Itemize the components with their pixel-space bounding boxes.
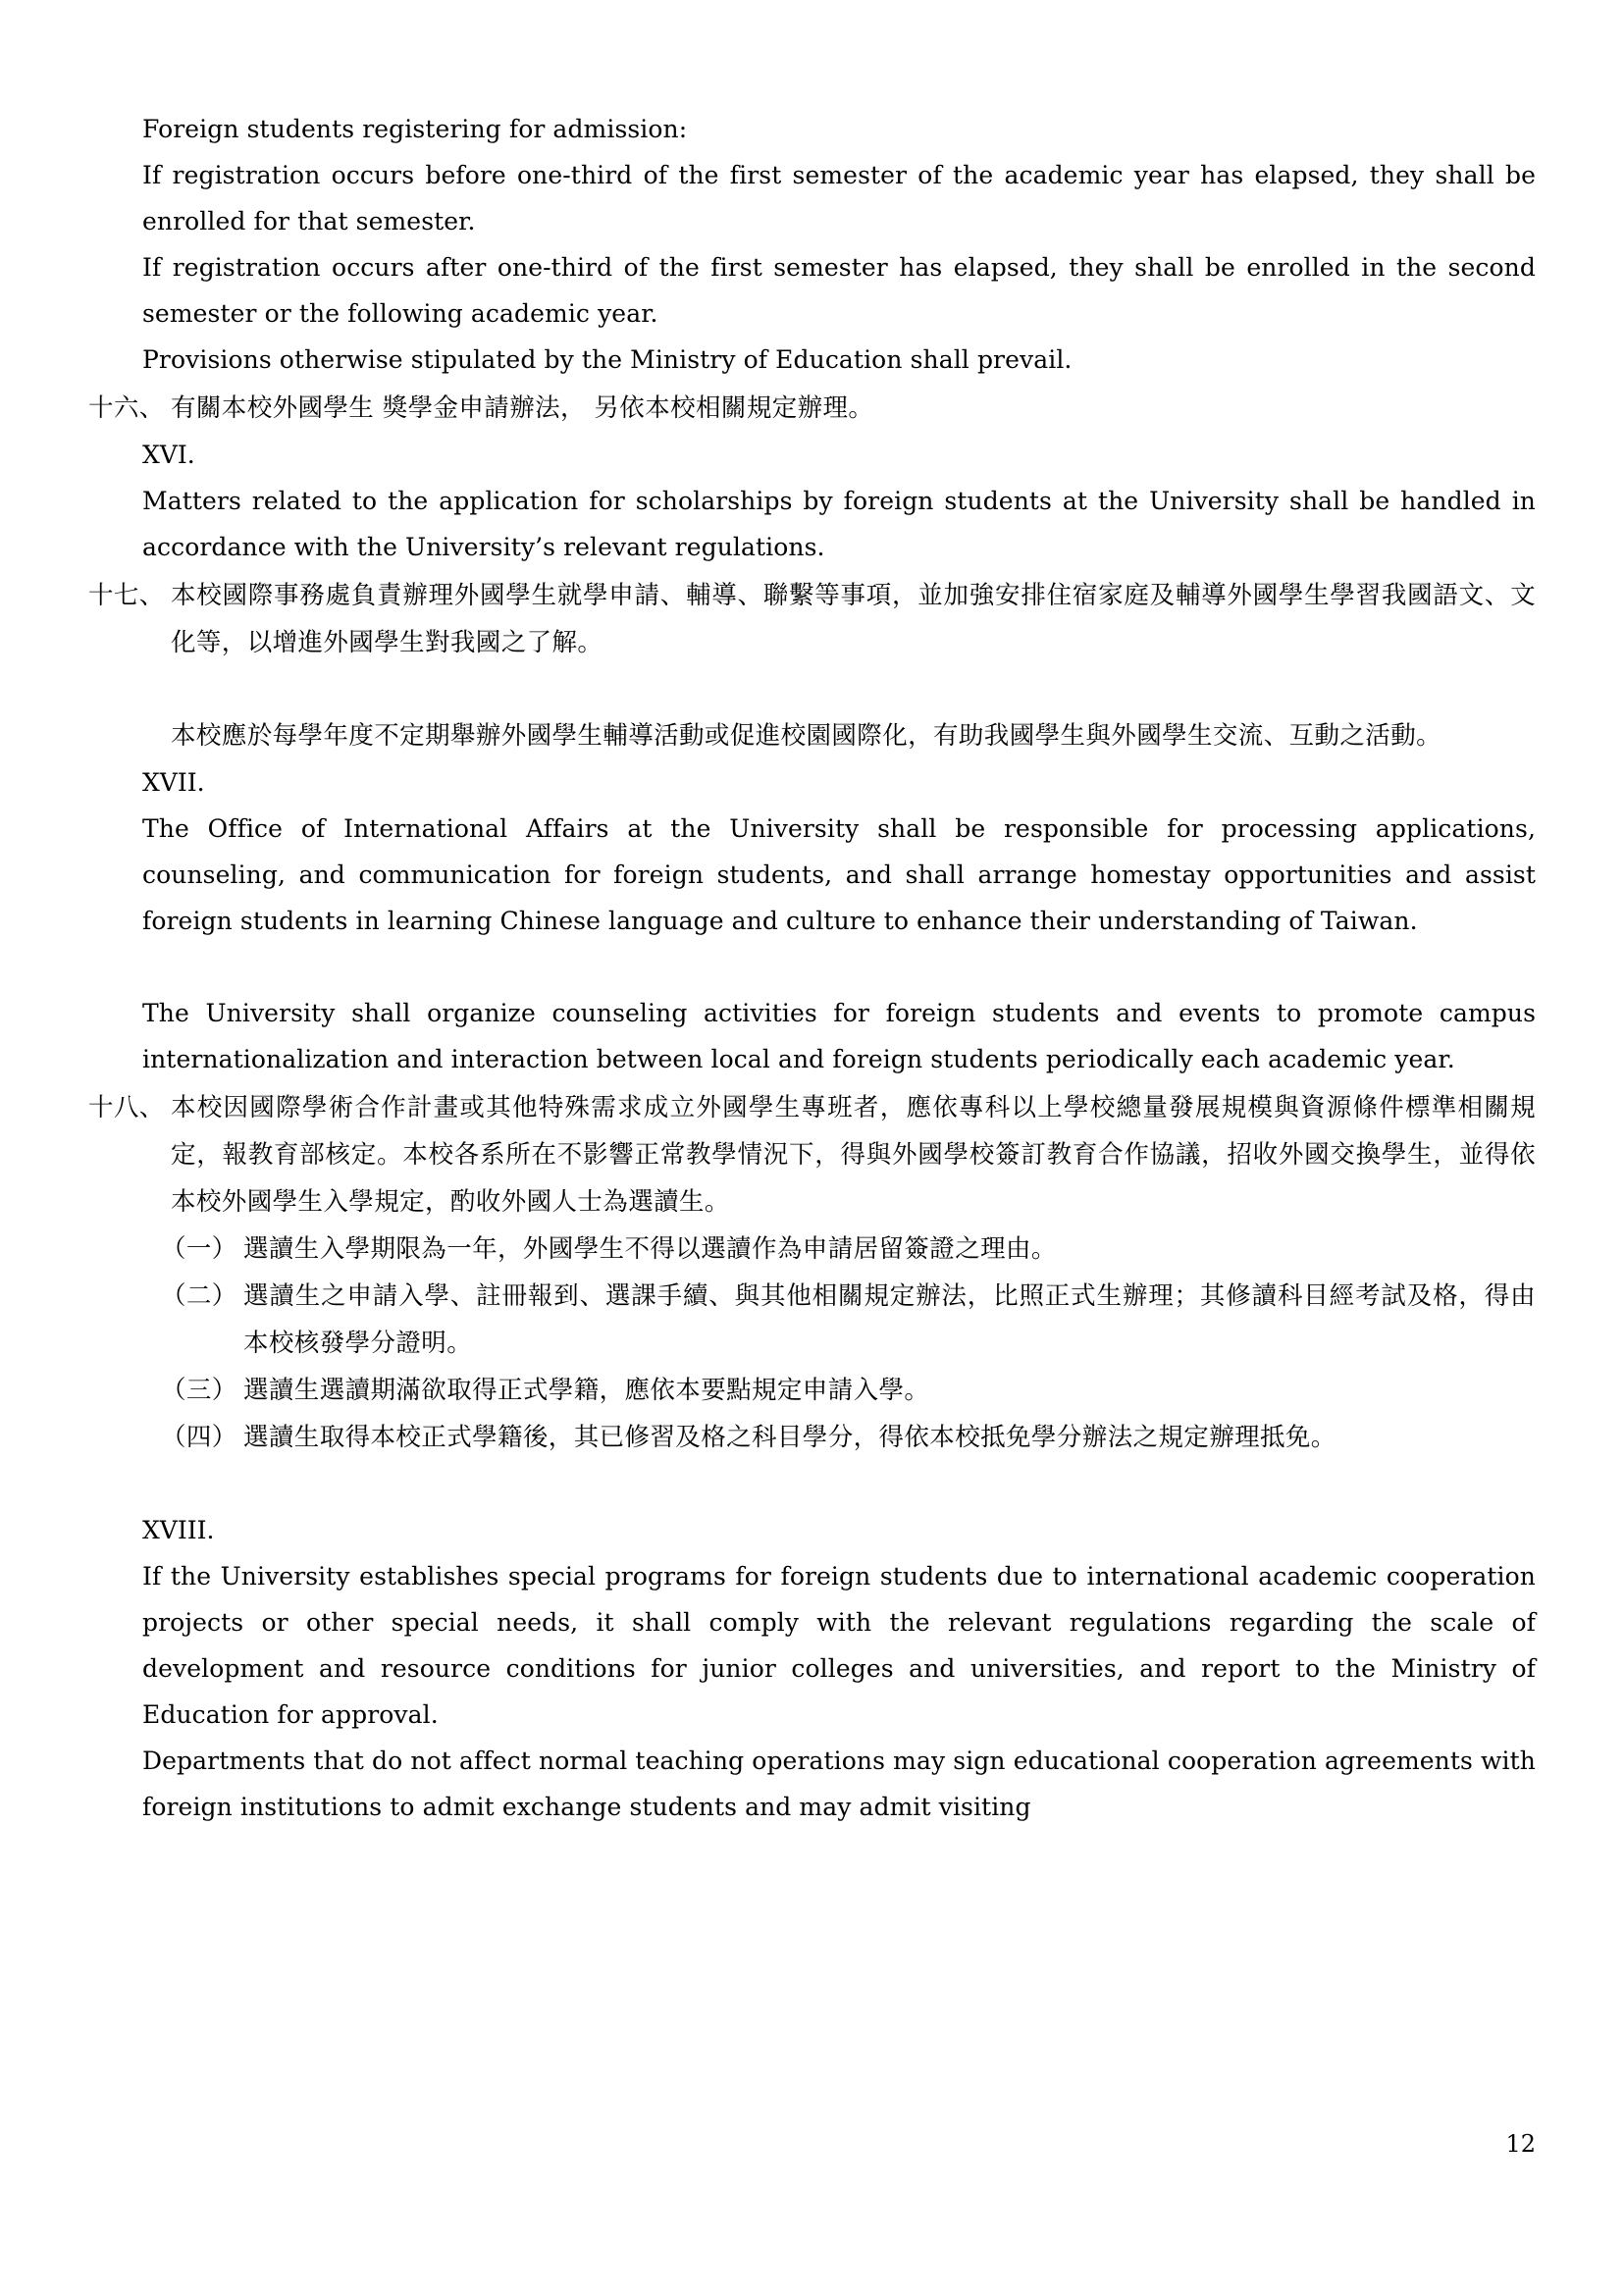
article-17-marker: 十七、 [88,581,165,610]
article-18-roman-numeral: XVIII. [142,1516,215,1544]
article-16-body [171,385,1536,432]
article-18-subitem-4-text: 選讀生取得本校正式學籍後，其已修習及格之科目學分，得依本校抵免學分辦法之規定辦理抵免。 [243,1423,1336,1452]
article-18-subitem-2-body [243,1273,1536,1367]
article-18-subitem-3-body [243,1367,1536,1414]
article-17-english-block [142,759,1536,1082]
article-18-subitem-2-marker: （二） [161,1281,237,1311]
article-18-subitem-2-text: 選讀生之申請入學、註冊報到、選課手續、與其他相關規定辦法，比照正式生辦理；其修讀科目經考試及格，得由本校核發學分證明。 [243,1281,1536,1358]
article-18-subitem-2 [161,1273,1536,1367]
intro-line-2: If registration occurs before one-third of the first semester of the academic year has elapsed, they shall be enrolled for that semester. [142,161,1536,235]
article-18-subitem-3 [161,1367,1536,1414]
article-18-subitem-4 [161,1414,1536,1461]
article-18-subitem-1-marker: （一） [161,1234,237,1264]
article-16-marker: 十六、 [88,393,165,423]
article-18-subitem-1-body [243,1226,1536,1273]
article-18-subitem-3-marker: （三） [161,1376,237,1405]
article-16-english: Matters related to the application for scholarships by foreign students at the University shall be handled in accordance with the University’s relevant regulations. [142,487,1536,561]
intro-english-block [142,106,1536,383]
article-18-english-paragraph-2: Departments that do not affect normal teaching operations may sign educational cooperation agreements with foreign institutions to admit exchange students and may admit visiting [142,1747,1536,1821]
article-18-english-paragraph-1: If the University establishes special programs for foreign students due to international academic cooperation projects or other special needs, it shall comply with the relevant regulations regarding the scale of development and resource conditions for junior colleges and universities, and report to the Ministry of Education for approval. [142,1562,1536,1729]
article-16-chinese: 有關本校外國學生 獎學金申請辦法， 另依本校相關規定辦理。 [171,393,874,423]
article-17-body [171,572,1536,759]
article-17-english-paragraph-2: The University shall organize counseling activities for foreign students and events to promote campus internationalization and interaction between local and foreign students periodically each academic year. [142,999,1536,1073]
article-18-body [171,1084,1536,1226]
article-18 [88,1084,1536,1226]
intro-line-3: If registration occurs after one-third of the first semester has elapsed, they shall be enrolled in the second semester or the following academic year. [142,253,1536,328]
intro-line-4: Provisions otherwise stipulated by the Ministry of Education shall prevail. [142,345,1073,374]
article-18-spacer [88,1461,1536,1507]
article-18-subitem-1-text: 選讀生入學期限為一年，外國學生不得以選讀作為申請居留簽證之理由。 [243,1234,1057,1264]
article-17-english-paragraph-1: The Office of International Affairs at the University shall be responsible for processing applications, counseling, and communication for foreign students, and shall arrange homestay opportunities and assist foreign students in learning Chinese language and culture to enhance their understanding of Taiwan. [142,814,1536,935]
article-17-spacer [171,666,1536,712]
article-16-english-block [142,432,1536,570]
article-16 [88,385,1536,432]
article-17-english-spacer [142,944,1536,990]
article-18-subitem-3-text: 選讀生選讀期滿欲取得正式學籍，應依本要點規定申請入學。 [243,1376,930,1405]
article-17-chinese-paragraph-2: 本校應於每學年度不定期舉辦外國學生輔導活動或促進校園國際化，有助我國學生與外國學生交流、互動之活動。 [171,721,1442,751]
article-18-marker: 十八、 [88,1093,165,1122]
article-17 [88,572,1536,759]
article-18-english-block [142,1507,1536,1830]
article-17-chinese-paragraph-1: 本校國際事務處負責辦理外國學生就學申請、輔導、聯繫等事項，並加強安排住宿家庭及輔導外國學生學習我國語文、文化等，以增進外國學生對我國之了解。 [171,581,1536,657]
page-number: 12 [1505,2130,1536,2158]
article-18-subitem-4-marker: （四） [161,1423,237,1452]
article-18-subitem-1 [161,1226,1536,1273]
article-18-subitem-4-body [243,1414,1536,1461]
intro-line-1: Foreign students registering for admission: [142,115,688,143]
article-16-roman-numeral: XVI. [142,441,195,469]
article-18-chinese-paragraph-1: 本校因國際學術合作計畫或其他特殊需求成立外國學生專班者，應依專科以上學校總量發展規模與資源條件標準相關規定，報教育部核定。本校各系所在不影響正常教學情況下，得與外國學校簽訂教育合作協議，招收外國交換學生，並得依本校外國學生入學規定，酌收外國人士為選讀生。 [171,1093,1536,1217]
article-17-roman-numeral: XVII. [142,768,205,797]
